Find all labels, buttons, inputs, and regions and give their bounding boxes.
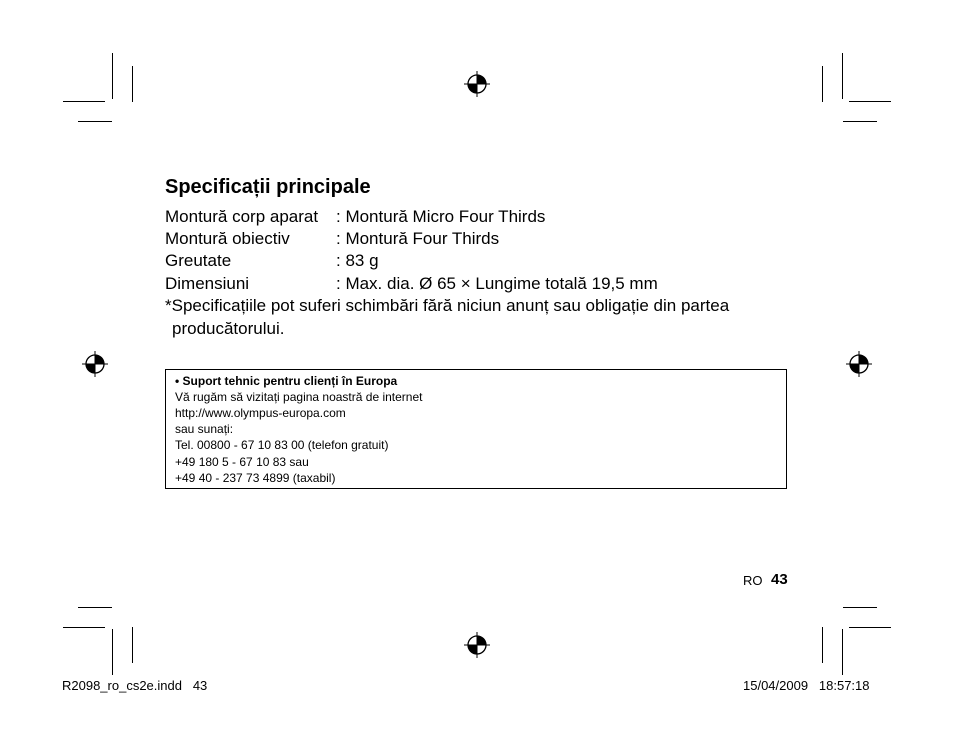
footer-filename: R2098_ro_cs2e.indd 43 [62, 678, 208, 693]
page-language: RO [743, 573, 763, 588]
crop-mark [842, 629, 843, 675]
crop-mark [849, 627, 891, 628]
spec-note-continued: producătorului. [172, 319, 285, 338]
spec-note: *Specificațiile pot suferi schimbări fără niciun anunț sau obligație din partea [165, 296, 730, 315]
crop-mark [78, 607, 112, 608]
spec-value: : Montură Micro Four Thirds [336, 207, 546, 226]
spec-label: Greutate [165, 251, 232, 270]
crop-mark [822, 627, 823, 663]
spec-label: Montură obiectiv [165, 229, 290, 248]
registration-mark-icon [846, 351, 872, 377]
section-title: Specificații principale [165, 176, 371, 198]
registration-mark-icon [464, 632, 490, 658]
crop-mark [132, 66, 133, 102]
support-phone: Tel. 00800 - 67 10 83 00 (telefon gratuit) [175, 438, 389, 452]
support-phone: +49 180 5 - 67 10 83 sau [175, 455, 309, 469]
support-url: http://www.olympus-europa.com [175, 406, 346, 420]
crop-mark [822, 66, 823, 102]
footer-timestamp: 15/04/2009 18:57:18 [743, 678, 870, 693]
crop-mark [843, 121, 877, 122]
support-heading: • Suport tehnic pentru clienți în Europa [175, 374, 398, 388]
crop-mark [63, 627, 105, 628]
spec-value: : 83 g [336, 251, 379, 270]
support-line: Vă rugăm să vizitați pagina noastră de internet [175, 390, 423, 404]
support-phone: +49 40 - 237 73 4899 (taxabil) [175, 471, 336, 485]
registration-mark-icon [82, 351, 108, 377]
crop-mark [849, 101, 891, 102]
support-line: sau sunați: [175, 422, 234, 436]
crop-mark [842, 53, 843, 99]
crop-mark [112, 629, 113, 675]
crop-mark [843, 607, 877, 608]
support-info-box [165, 369, 787, 489]
spec-value: : Montură Four Thirds [336, 229, 500, 248]
spec-value: : Max. dia. Ø 65 × Lungime totală 19,5 mm [336, 274, 658, 293]
page-number: 43 [771, 571, 788, 588]
crop-mark [112, 53, 113, 99]
spec-label: Dimensiuni [165, 274, 250, 293]
crop-mark [78, 121, 112, 122]
registration-mark-icon [464, 71, 490, 97]
crop-mark [132, 627, 133, 663]
spec-label: Montură corp aparat [165, 207, 319, 226]
crop-mark [63, 101, 105, 102]
